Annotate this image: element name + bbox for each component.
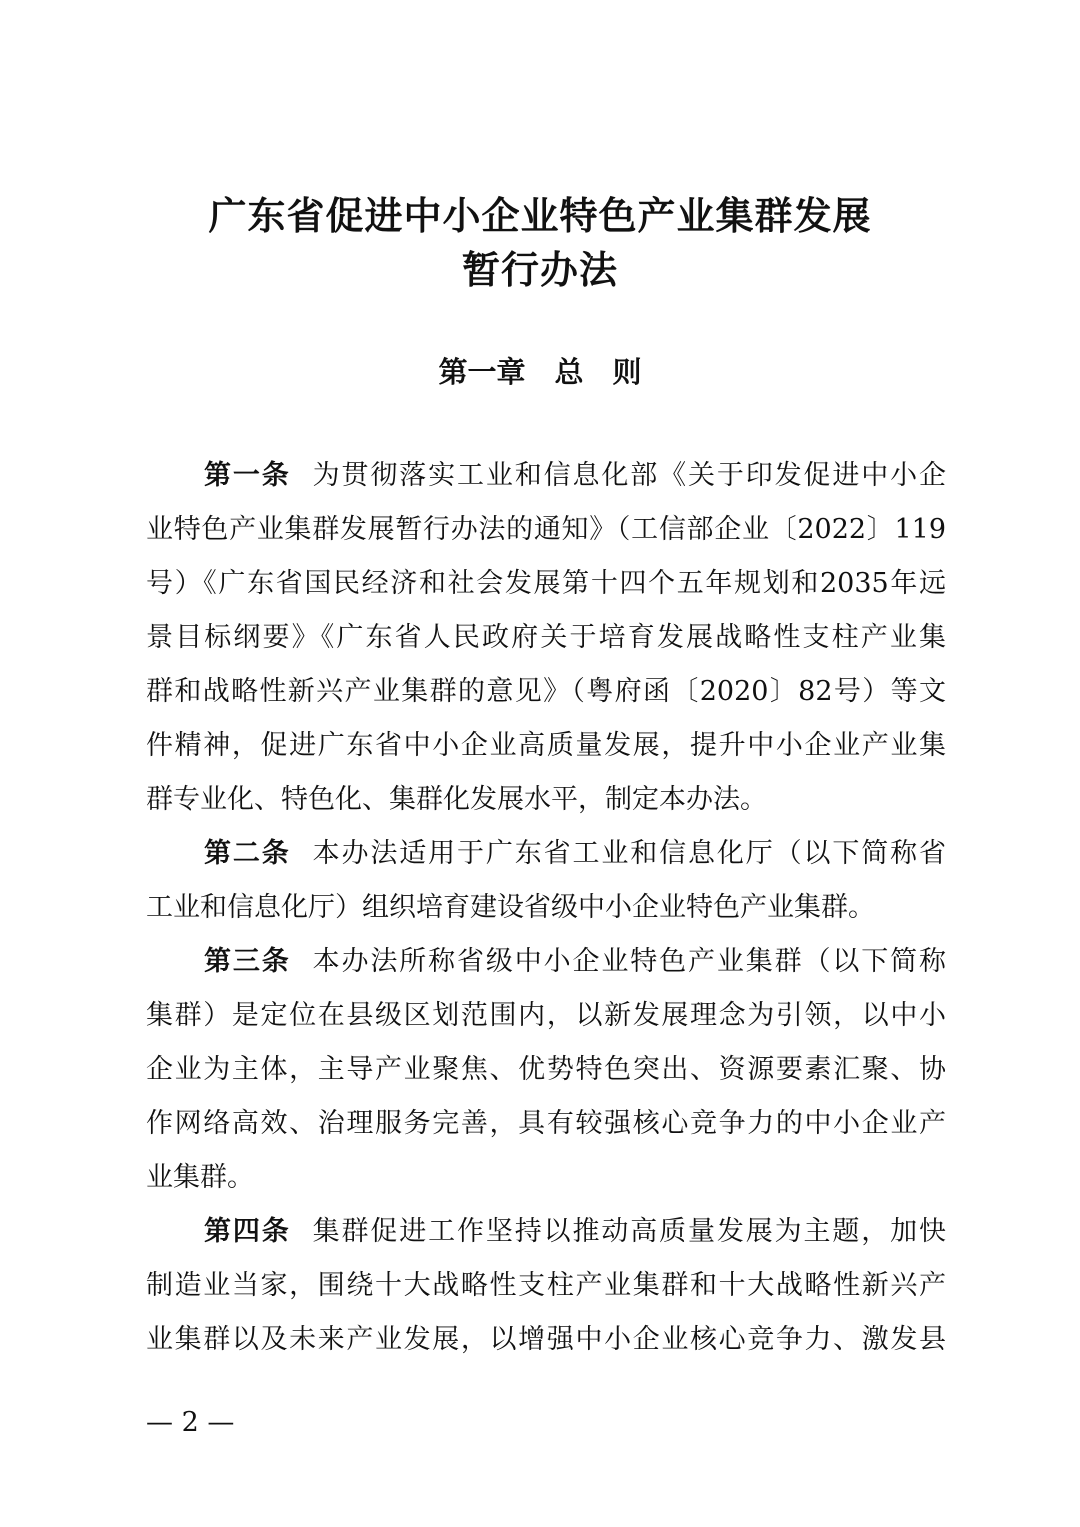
document-title-line-1: 广东省促进中小企业特色产业集群发展 — [208, 193, 872, 238]
article-1-line-1 — [204, 456, 946, 496]
article-4-head: 第四条 — [204, 1216, 291, 1247]
article-1-line-5: 群和战略性新兴产业集群的意见》（粤府函〔2020〕82号）等文 — [146, 676, 946, 707]
article-1-head: 第一条 — [204, 460, 291, 491]
article-3-line-5: 业集群。 — [146, 1162, 254, 1193]
article-3-head: 第三条 — [204, 946, 291, 977]
article-2-line-2: 工业和信息化厅）组织培育建设省级中小企业特色产业集群。 — [146, 892, 875, 923]
article-1-line-6: 件精神，促进广东省中小企业高质量发展，提升中小企业产业集 — [146, 730, 946, 761]
article-1-line-2: 业特色产业集群发展暂行办法的通知》（工信部企业〔2022〕119 — [146, 514, 946, 545]
article-4-line-1 — [204, 1212, 946, 1252]
article-3-line-3: 企业为主体，主导产业聚焦、优势特色突出、资源要素汇聚、协 — [146, 1054, 946, 1085]
article-1-line-7: 群专业化、特色化、集群化发展水平，制定本办法。 — [146, 784, 767, 815]
article-2-line-1 — [204, 834, 946, 874]
article-3-line-2: 集群）是定位在县级区划范围内，以新发展理念为引领，以中小 — [146, 1000, 946, 1031]
article-3-line-4: 作网络高效、治理服务完善，具有较强核心竞争力的中小企业产 — [146, 1108, 946, 1139]
article-1-line-3: 号）《广东省国民经济和社会发展第十四个五年规划和2035年远 — [146, 568, 946, 599]
article-3-line-1 — [204, 942, 946, 982]
chapter-heading: 第一章 总 则 — [438, 355, 642, 389]
article-2-head: 第二条 — [204, 838, 291, 869]
article-1-line-4: 景目标纲要》《广东省人民政府关于培育发展战略性支柱产业集 — [146, 622, 946, 653]
page-number: — 2 — — [146, 1407, 235, 1438]
article-1-text: 为贯彻落实工业和信息化部《关于印发促进中小企 — [312, 460, 946, 491]
article-4-text: 集群促进工作坚持以推动高质量发展为主题，加快 — [312, 1216, 946, 1247]
article-2-text: 本办法适用于广东省工业和信息化厅（以下简称省 — [312, 838, 946, 869]
document-title-line-2: 暂行办法 — [461, 247, 618, 292]
article-4-line-3: 业集群以及未来产业发展，以增强中小企业核心竞争力、激发县 — [146, 1324, 946, 1355]
article-3-text: 本办法所称省级中小企业特色产业集群（以下简称 — [312, 946, 946, 977]
article-4-line-2: 制造业当家，围绕十大战略性支柱产业集群和十大战略性新兴产 — [146, 1270, 946, 1301]
